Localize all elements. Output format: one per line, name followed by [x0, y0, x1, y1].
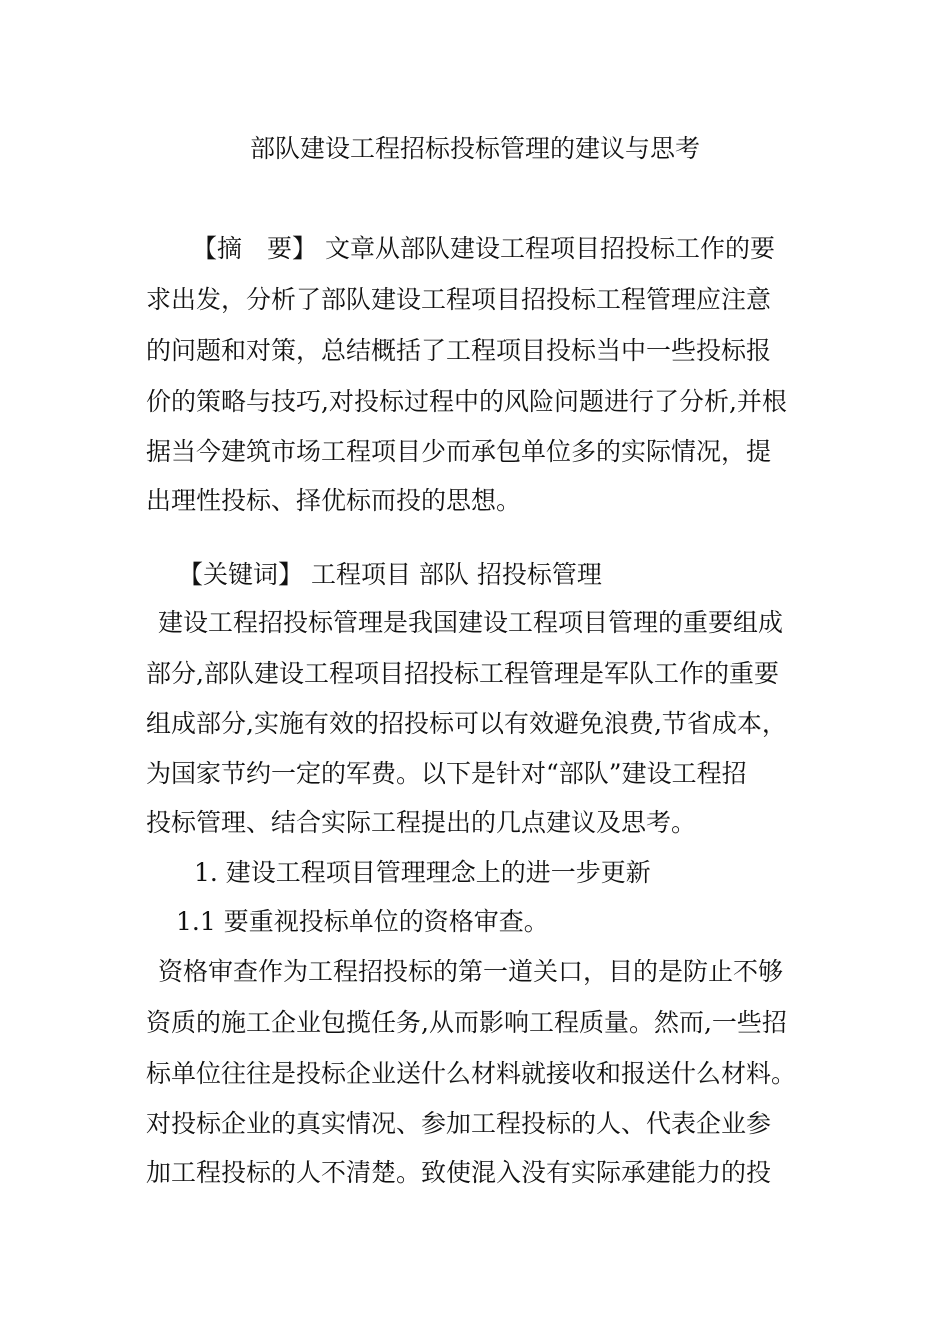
- body-line: 对投标企业的真实情况、参加工程投标的人、代表企业参: [146, 1109, 772, 1138]
- intro-line: 部分,部队建设工程项目招投标工程管理是军队工作的重要: [146, 659, 779, 688]
- abstract-line: 求出发，分析了部队建设工程项目招投标工程管理应注意: [146, 285, 772, 314]
- abstract-line: 的问题和对策，总结概括了工程项目投标当中一些投标报: [146, 336, 772, 365]
- subsection-heading: 1.1 要重视投标单位的资格审查。: [176, 907, 549, 936]
- body-line: 资格审查作为工程招投标的第一道关口，目的是防止不够: [158, 957, 784, 986]
- body-line: 标单位往往是投标企业送什么材料就接收和报送什么材料。: [146, 1059, 797, 1088]
- intro-line: 投标管理、结合实际工程提出的几点建议及思考。: [146, 808, 697, 837]
- abstract-line: 价的策略与技巧,对投标过程中的风险问题进行了分析,并根: [146, 387, 787, 416]
- body-line: 资质的施工企业包揽任务,从而影响工程质量。然而,一些招: [146, 1008, 787, 1037]
- abstract-line: 出理性投标、择优标而投的思想。: [146, 486, 522, 515]
- body-line: 加工程投标的人不清楚。致使混入没有实际承建能力的投: [146, 1158, 772, 1187]
- intro-line: 建设工程招投标管理是我国建设工程项目管理的重要组成: [158, 608, 784, 637]
- abstract-line: 【摘 要】 文章从部队建设工程项目招投标工作的要: [192, 234, 775, 263]
- intro-line: 组成部分,实施有效的招投标可以有效避免浪费,节省成本，: [146, 709, 787, 738]
- keywords-line: 【关键词】 工程项目 部队 招投标管理: [178, 560, 602, 589]
- section-heading: 1. 建设工程项目管理理念上的进一步更新: [194, 858, 651, 887]
- abstract-line: 据当今建筑市场工程项目少而承包单位多的实际情况，提: [146, 437, 772, 466]
- document-title: 部队建设工程招标投标管理的建议与思考: [249, 134, 700, 163]
- intro-line: 为国家节约一定的军费。以下是针对“部队”建设工程招: [146, 759, 747, 788]
